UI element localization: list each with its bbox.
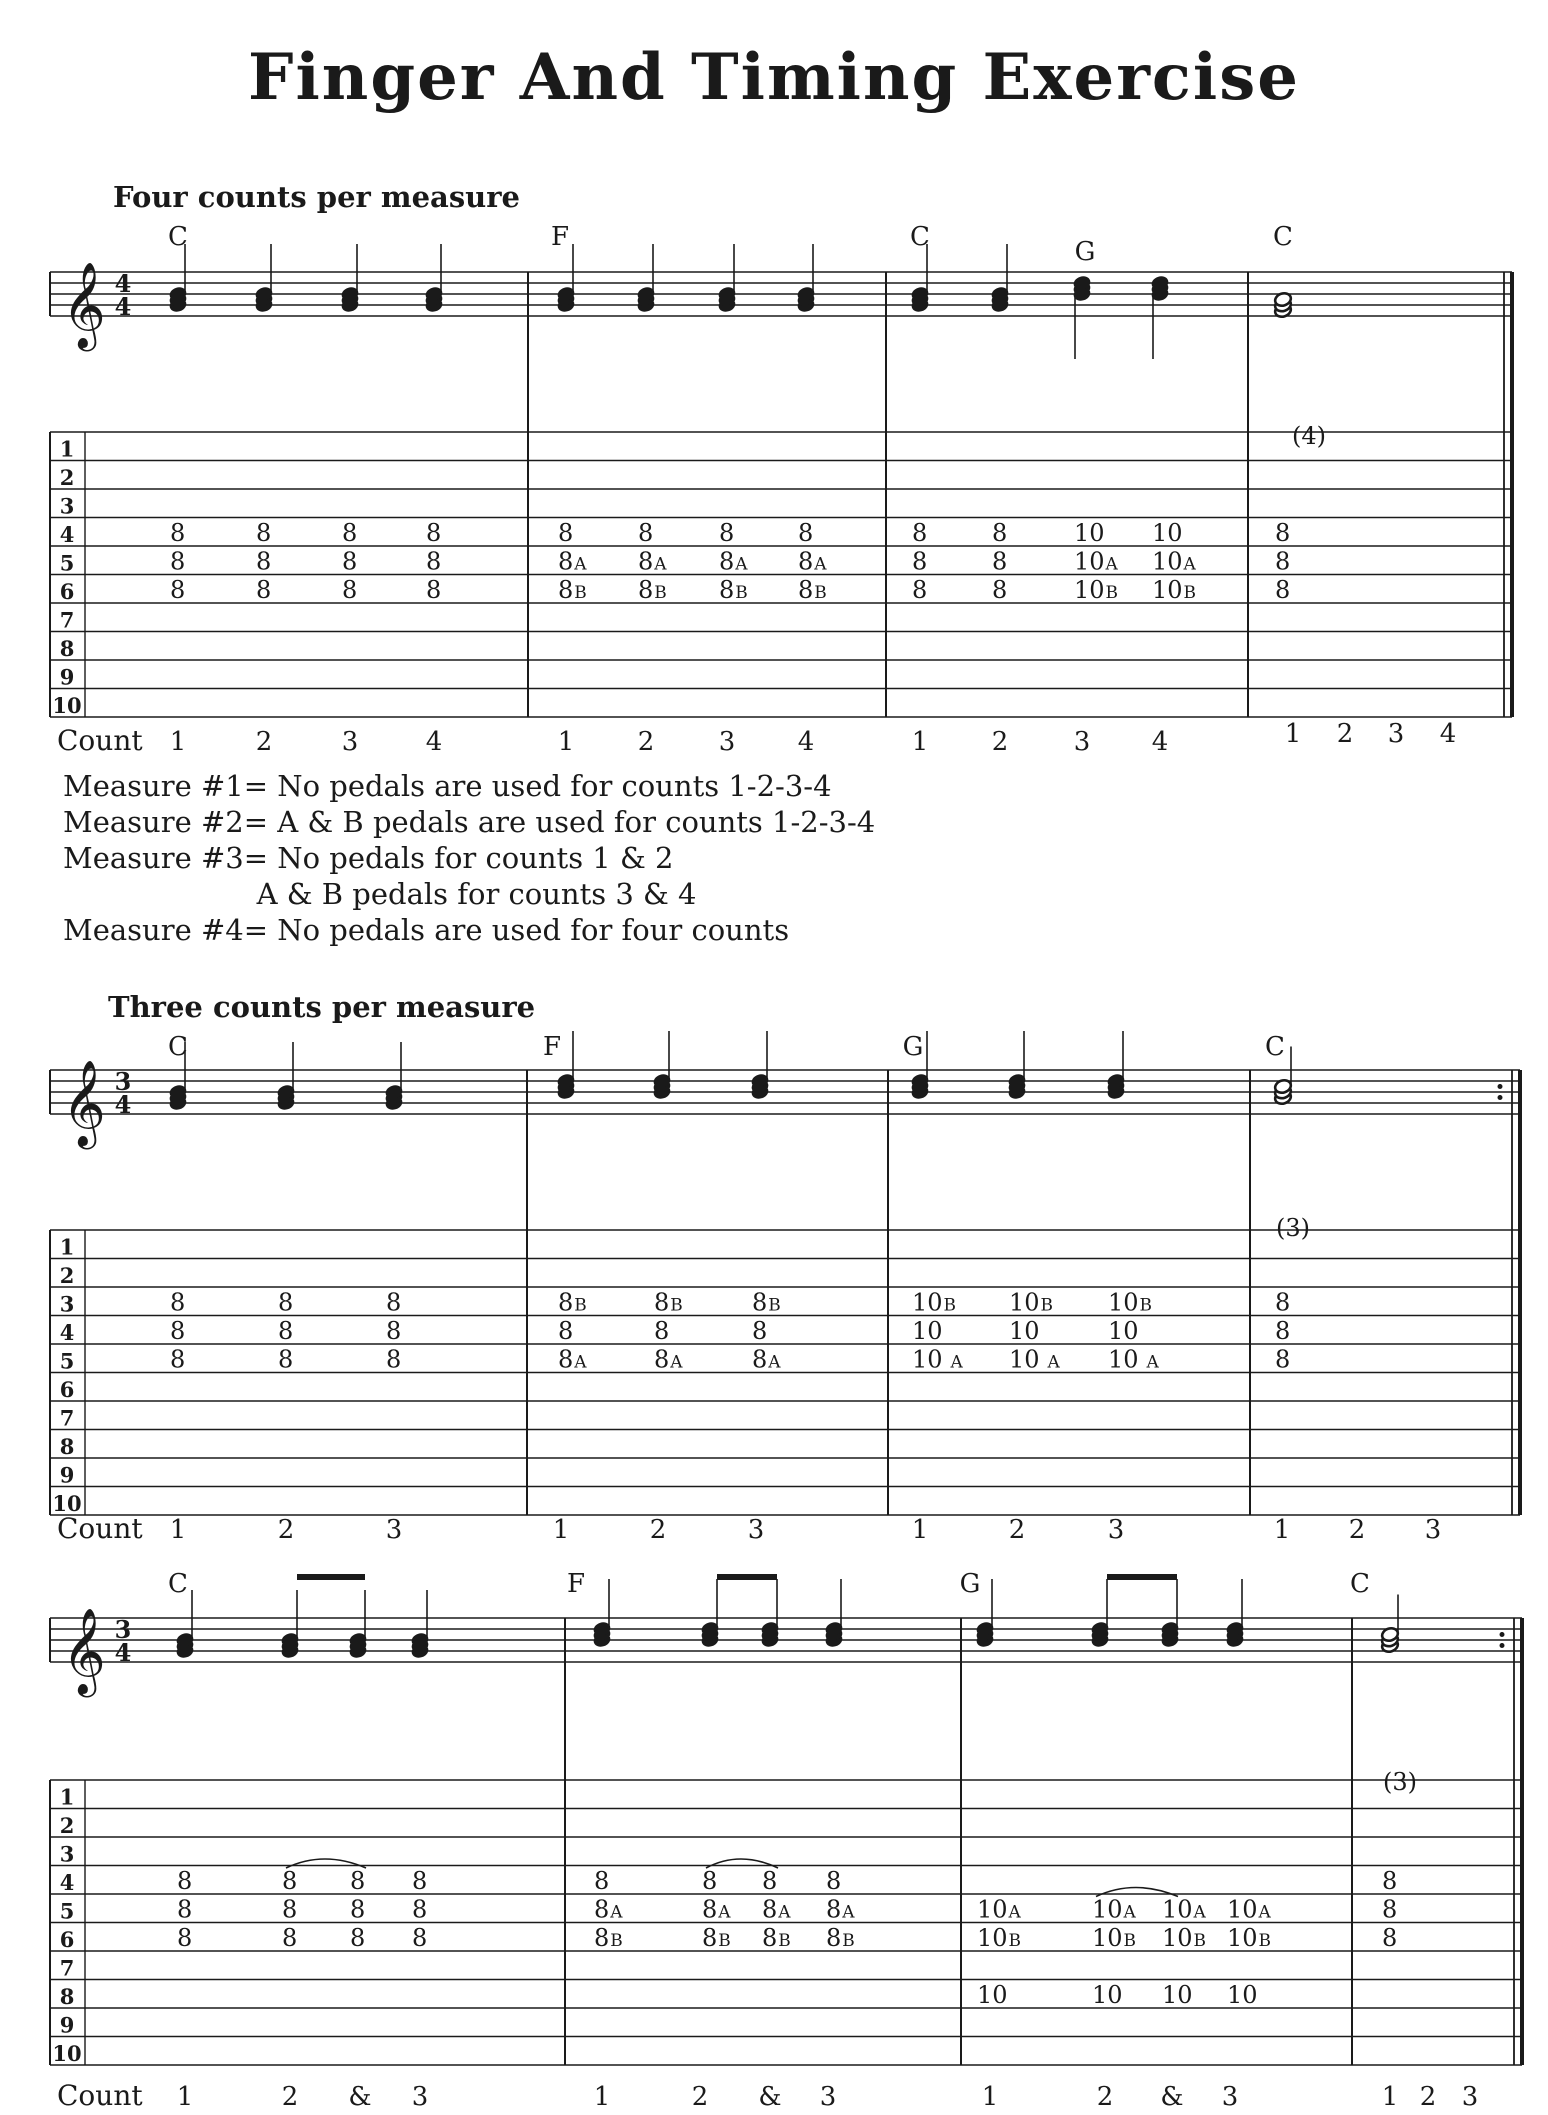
string-number: 3 — [59, 493, 75, 519]
count-number: 3 — [411, 2082, 429, 2112]
tab-fret-number: 8 — [412, 1895, 428, 1924]
tab-fret-number: 10B — [1162, 1924, 1207, 1952]
string-number: 9 — [59, 2012, 75, 2038]
repeat-dot — [1498, 1084, 1503, 1089]
count-number: 3 — [341, 727, 359, 757]
tab-fret-number: 10A — [1092, 1895, 1136, 1924]
tab-fret-number: 8 — [1275, 1317, 1291, 1345]
count-number: 4 — [1439, 719, 1457, 749]
count-number: 1 — [169, 1515, 187, 1545]
tab-fret-number: 8 — [654, 1317, 670, 1345]
string-number: 2 — [59, 1263, 75, 1288]
count-label: Count — [57, 2079, 143, 2112]
tab-fret-number: 8 — [278, 1288, 294, 1317]
count-number: 4 — [797, 727, 815, 757]
tab-fret-number: 8 — [170, 1317, 186, 1345]
time-signature-bottom: 4 — [114, 292, 132, 321]
tab-fret-number: 8 — [992, 519, 1008, 547]
tab-fret-number: 8A — [558, 1345, 587, 1374]
tab-fret-number: 8 — [350, 1867, 366, 1895]
count-number: & — [1160, 2082, 1184, 2112]
tab-fret-number: 8B — [798, 576, 827, 604]
tab-fret-number: 8 — [342, 519, 358, 547]
tab-fret-number: 8 — [798, 519, 814, 547]
time-signature-bottom: 4 — [114, 1638, 132, 1667]
tab-fret-number: 8 — [1382, 1895, 1398, 1924]
chord-name: C — [1273, 222, 1293, 252]
duration-mark: (3) — [1383, 1768, 1417, 1796]
chord-name: G — [959, 1569, 981, 1599]
string-number: 8 — [59, 636, 75, 661]
count-number: 1 — [981, 2082, 999, 2112]
tab-fret-number: 10 — [1227, 1981, 1258, 2009]
treble-clef-icon: 𝄞 — [62, 1060, 106, 1146]
chord-name: C — [168, 1032, 188, 1062]
count-number: 1 — [911, 727, 929, 757]
string-number: 6 — [59, 579, 75, 604]
tab-fret-number: 10B — [1152, 576, 1197, 604]
tab-fret-number: 10 A — [912, 1345, 963, 1374]
tab-fret-number: 8 — [912, 519, 928, 547]
tab-fret-number: 8 — [170, 1345, 186, 1374]
count-number: 3 — [718, 727, 736, 757]
section-heading-four-counts: Four counts per measure — [113, 180, 520, 214]
count-number: 3 — [1387, 719, 1405, 749]
count-number: 3 — [1221, 2082, 1239, 2112]
tab-fret-number: 8 — [1275, 547, 1291, 576]
section-heading-three-counts: Three counts per measure — [108, 990, 536, 1024]
measure-note-3b: A & B pedals for counts 3 & 4 — [63, 877, 697, 911]
tab-fret-number: 8 — [412, 1867, 428, 1895]
eighth-beam — [1107, 1574, 1177, 1580]
tab-fret-number: 8 — [386, 1345, 402, 1374]
repeat-dot — [1500, 1632, 1505, 1637]
tab-fret-number: 8A — [594, 1895, 623, 1924]
tab-fret-number: 8A — [702, 1895, 731, 1924]
time-signature-top: 3 — [114, 1067, 132, 1096]
count-number: 1 — [557, 727, 575, 757]
count-number: 3 — [1461, 2082, 1479, 2112]
tab-fret-number: 8 — [1275, 1288, 1291, 1317]
tab-fret-number: 10 — [1162, 1981, 1193, 2009]
count-number: 3 — [1107, 1515, 1125, 1545]
count-number: 1 — [1381, 2082, 1399, 2112]
count-number: 2 — [637, 727, 655, 757]
tab-fret-number: 8B — [762, 1924, 791, 1952]
repeat-dot — [1498, 1095, 1503, 1100]
string-number: 4 — [59, 1870, 75, 1895]
count-number: 2 — [255, 727, 273, 757]
tab-fret-number: 8 — [912, 576, 928, 604]
treble-clef-icon: 𝄞 — [62, 262, 106, 348]
measure-note-2: Measure #2= A & B pedals are used for counts 1-2-3-4 — [63, 805, 876, 839]
tab-fret-number: 8B — [752, 1288, 781, 1317]
tab-fret-number: 8A — [638, 547, 667, 576]
string-number: 2 — [59, 1813, 75, 1838]
tab-fret-number: 10B — [1108, 1288, 1153, 1317]
count-number: 2 — [649, 1515, 667, 1545]
tab-fret-number: 8 — [762, 1867, 778, 1895]
tab-fret-number: 10 A — [1009, 1345, 1060, 1374]
string-number: 10 — [52, 2041, 82, 2066]
tab-fret-number: 10A — [1074, 547, 1118, 576]
count-number: 1 — [176, 2082, 194, 2112]
chord-name: F — [550, 222, 570, 252]
tab-fret-number: 8 — [342, 576, 358, 604]
string-number: 7 — [59, 607, 75, 633]
string-number: 9 — [59, 1462, 75, 1488]
string-number: 7 — [59, 1955, 75, 1981]
string-number: 6 — [59, 1377, 75, 1402]
tab-fret-number: 10 — [1009, 1317, 1040, 1345]
tab-fret-number: 10 — [1092, 1981, 1123, 2009]
treble-clef-icon: 𝄞 — [62, 1608, 106, 1694]
string-number: 8 — [59, 1984, 75, 2009]
count-number: 3 — [819, 2082, 837, 2112]
tab-fret-number: 8 — [426, 547, 442, 576]
tab-fret-number: 10B — [1074, 576, 1119, 604]
measure-note-1: Measure #1= No pedals are used for counts 1-2-3-4 — [63, 769, 832, 803]
chord-name: C — [168, 1569, 188, 1599]
count-number: 1 — [169, 727, 187, 757]
tab-fret-number: 8 — [256, 576, 272, 604]
tab-fret-number: 8B — [826, 1924, 855, 1952]
tab-fret-number: 10 — [1074, 519, 1105, 547]
tab-fret-number: 8 — [752, 1317, 768, 1345]
tab-fret-number: 8 — [170, 519, 186, 547]
chord-name: F — [542, 1032, 562, 1062]
string-number: 5 — [59, 1348, 75, 1374]
tab-fret-number: 8 — [177, 1924, 193, 1952]
tab-fret-number: 10 — [1152, 519, 1183, 547]
string-number: 1 — [59, 1234, 75, 1260]
tab-fret-number: 10B — [1227, 1924, 1272, 1952]
eighth-beam — [297, 1574, 365, 1580]
tab-fret-number: 8B — [594, 1924, 623, 1952]
string-number: 2 — [59, 465, 75, 490]
string-number: 8 — [59, 1434, 75, 1459]
tab-fret-number: 8A — [826, 1895, 855, 1924]
tab-fret-number: 8 — [558, 1317, 574, 1345]
tab-fret-number: 10 — [912, 1317, 943, 1345]
tab-fret-number: 10 A — [1108, 1345, 1159, 1374]
tab-fret-number: 8 — [386, 1317, 402, 1345]
tab-fret-number: 8 — [826, 1867, 842, 1895]
count-number: 1 — [593, 2082, 611, 2112]
count-number: 1 — [1273, 1515, 1291, 1545]
tab-fret-number: 8 — [282, 1867, 298, 1895]
tab-fret-number: 8B — [638, 576, 667, 604]
string-number: 7 — [59, 1405, 75, 1431]
string-number: 9 — [59, 664, 75, 690]
count-number: 3 — [1424, 1515, 1442, 1545]
tab-fret-number: 8 — [256, 519, 272, 547]
tab-fret-number: 8 — [170, 1288, 186, 1317]
chord-name: C — [1350, 1569, 1370, 1599]
tab-fret-number: 8 — [1275, 519, 1291, 547]
tab-fret-number: 8B — [719, 576, 748, 604]
count-number: & — [758, 2082, 782, 2112]
chord-name: F — [566, 1569, 586, 1599]
tab-fret-number: 10 — [977, 1981, 1008, 2009]
tab-fret-number: 8 — [282, 1924, 298, 1952]
tab-fret-number: 8 — [256, 547, 272, 576]
count-label: Count — [57, 1512, 143, 1545]
time-signature-top: 3 — [114, 1615, 132, 1644]
measure-note-4: Measure #4= No pedals are used for four counts — [63, 913, 790, 947]
tab-fret-number: 8B — [558, 576, 587, 604]
tab-fret-number: 8 — [170, 576, 186, 604]
page-title: Finger And Timing Exercise — [248, 40, 1300, 115]
count-label: Count — [57, 724, 143, 757]
tab-fret-number: 10B — [1009, 1288, 1054, 1317]
tab-fret-number: 8 — [342, 547, 358, 576]
tab-fret-number: 8 — [638, 519, 654, 547]
string-number: 10 — [52, 1491, 82, 1516]
string-number: 3 — [59, 1291, 75, 1317]
tab-fret-number: 10B — [977, 1924, 1022, 1952]
count-number: 2 — [1096, 2082, 1114, 2112]
tab-fret-number: 10B — [1092, 1924, 1137, 1952]
chord-name: G — [902, 1032, 924, 1062]
tab-fret-number: 8 — [558, 519, 574, 547]
tab-fret-number: 8A — [762, 1895, 791, 1924]
tab-fret-number: 8 — [992, 576, 1008, 604]
time-signature-top: 4 — [114, 269, 132, 298]
time-signature-bottom: 4 — [114, 1090, 132, 1119]
count-number: 2 — [277, 1515, 295, 1545]
eighth-beam — [717, 1574, 777, 1580]
count-number: 2 — [1348, 1515, 1366, 1545]
tab-fret-number: 8 — [350, 1895, 366, 1924]
string-number: 5 — [59, 550, 75, 576]
tab-fret-number: 8 — [426, 576, 442, 604]
tab-fret-number: 8 — [278, 1317, 294, 1345]
tab-fret-number: 8B — [558, 1288, 587, 1317]
duration-mark: (3) — [1276, 1214, 1310, 1242]
string-number: 10 — [52, 693, 82, 718]
tab-fret-number: 8 — [1382, 1867, 1398, 1895]
tab-fret-number: 10A — [977, 1895, 1021, 1924]
count-number: 2 — [281, 2082, 299, 2112]
chord-name: C — [1265, 1032, 1285, 1062]
count-number: 4 — [425, 727, 443, 757]
tab-fret-number: 8A — [752, 1345, 781, 1374]
tab-fret-number: 8 — [177, 1867, 193, 1895]
count-number: 2 — [691, 2082, 709, 2112]
tab-fret-number: 8 — [278, 1345, 294, 1374]
tab-fret-number: 10A — [1227, 1895, 1271, 1924]
tab-fret-number: 8 — [702, 1867, 718, 1895]
string-number: 4 — [59, 522, 75, 547]
tab-fret-number: 8 — [412, 1924, 428, 1952]
chord-name: C — [910, 222, 930, 252]
tab-fret-number: 8 — [912, 547, 928, 576]
tab-fret-number: 8 — [386, 1288, 402, 1317]
tab-fret-number: 10A — [1152, 547, 1196, 576]
count-number: 3 — [747, 1515, 765, 1545]
count-number: 1 — [911, 1515, 929, 1545]
count-number: 2 — [1336, 719, 1354, 749]
string-number: 3 — [59, 1841, 75, 1867]
tab-fret-number: 8 — [1275, 576, 1291, 604]
count-number: 1 — [552, 1515, 570, 1545]
duration-mark: (4) — [1292, 422, 1326, 450]
count-number: & — [348, 2082, 372, 2112]
tab-fret-number: 8 — [170, 547, 186, 576]
tab-fret-number: 8 — [1275, 1345, 1291, 1374]
string-number: 6 — [59, 1927, 75, 1952]
count-number: 4 — [1151, 727, 1169, 757]
count-number: 1 — [1284, 719, 1302, 749]
tab-fret-number: 8 — [992, 547, 1008, 576]
string-number: 4 — [59, 1320, 75, 1345]
tab-fret-number: 8A — [654, 1345, 683, 1374]
tab-fret-number: 8 — [177, 1895, 193, 1924]
tab-fret-number: 8 — [282, 1895, 298, 1924]
repeat-dot — [1500, 1643, 1505, 1648]
tab-fret-number: 8B — [702, 1924, 731, 1952]
tab-fret-number: 8B — [654, 1288, 683, 1317]
string-number: 1 — [59, 1784, 75, 1810]
tab-fret-number: 8A — [558, 547, 587, 576]
chord-name: C — [168, 222, 188, 252]
count-number: 3 — [1073, 727, 1091, 757]
count-number: 2 — [1419, 2082, 1437, 2112]
tab-fret-number: 8 — [1382, 1924, 1398, 1952]
tab-fret-number: 10 — [1108, 1317, 1139, 1345]
tab-fret-number: 8A — [719, 547, 748, 576]
tab-fret-number: 8 — [350, 1924, 366, 1952]
tab-fret-number: 10B — [912, 1288, 957, 1317]
count-number: 3 — [385, 1515, 403, 1545]
tab-fret-number: 10A — [1162, 1895, 1206, 1924]
measure-note-3: Measure #3= No pedals for counts 1 & 2 — [63, 841, 674, 875]
string-number: 1 — [59, 436, 75, 462]
tab-fret-number: 8 — [426, 519, 442, 547]
tab-fret-number: 8 — [594, 1867, 610, 1895]
chord-name: G — [1074, 237, 1096, 267]
count-number: 2 — [991, 727, 1009, 757]
string-number: 5 — [59, 1898, 75, 1924]
count-number: 2 — [1008, 1515, 1026, 1545]
tab-fret-number: 8A — [798, 547, 827, 576]
tab-fret-number: 8 — [719, 519, 735, 547]
